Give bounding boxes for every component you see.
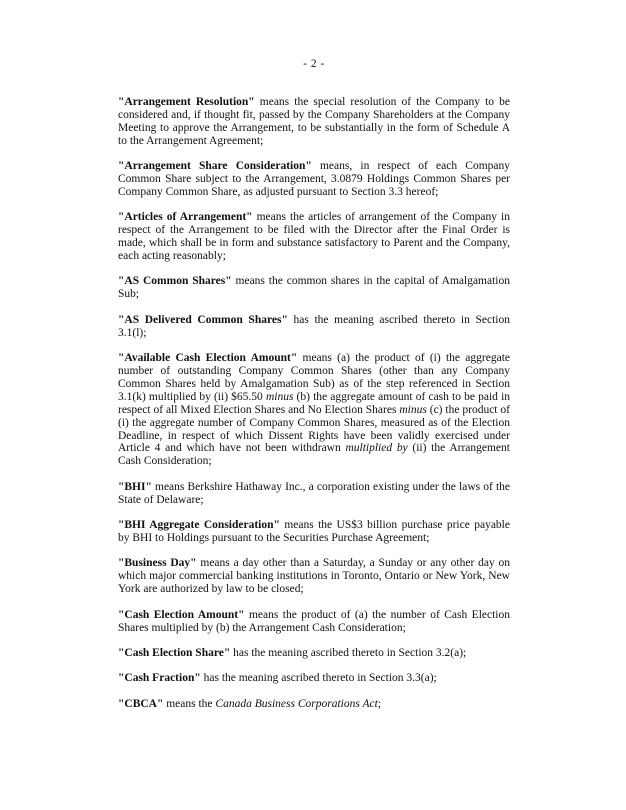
definition-text-italic: minus bbox=[265, 390, 294, 403]
defined-term: "Arrangement Resolution" bbox=[118, 96, 255, 108]
definition-text: (c) the product of (i) the aggregate number of Company Common Shares, measured as of the Election Deadline, in respect of which Dissent Rights have been validly exercised under Article 4 and which have not been withdrawn bbox=[118, 403, 510, 455]
definition-paragraph bbox=[118, 352, 510, 468]
definition-text: has the meaning ascribed thereto in Section 3.3(a); bbox=[200, 672, 437, 685]
defined-term: "AS Delivered Common Shares" bbox=[118, 313, 288, 326]
definition-text: (ii) the Arrangement Cash Consideration; bbox=[118, 442, 510, 468]
defined-term: "BHI" bbox=[118, 480, 152, 493]
definition-text: means the bbox=[163, 697, 216, 710]
definition-paragraph bbox=[118, 609, 510, 635]
definition-text: means the US$3 billion purchase price payable by BHI to Holdings pursuant to the Securities Purchase Agreement; bbox=[118, 519, 510, 544]
definition-text: means the product of (a) the number of Cash Election Shares multiplied by (b) the Arrangement Cash Consideration; bbox=[118, 608, 511, 634]
page-number: - 2 - bbox=[303, 58, 325, 70]
definition-paragraph bbox=[118, 698, 510, 711]
definition-text-italic: minus bbox=[399, 403, 427, 416]
defined-term: "Arrangement Share Consideration" bbox=[118, 160, 312, 173]
definition-paragraph bbox=[118, 211, 510, 263]
definition-text: means, in respect of each Company Common Share subject to the Arrangement, 3.0879 Holdings Common Shares per Company Common Share, as adjusted pursuant to Section 3.3 hereof; bbox=[118, 160, 511, 198]
definition-text: has the meaning ascribed thereto in Section 3.1(l); bbox=[118, 313, 510, 339]
definition-text: (b) the aggregate amount of cash to be paid in respect of all Mixed Election Shares and No Election Shares bbox=[118, 390, 511, 416]
definition-text: means a day other than a Saturday, a Sunday or any other day on which major commercial banking institutions in Toronto, Ontario or New York, New York are authorized by law to be closed; bbox=[118, 557, 510, 596]
definition-text: means the common shares in the capital of Amalgamation Sub; bbox=[118, 275, 510, 301]
definition-text-italic: Canada Business Corporations Act bbox=[215, 697, 378, 710]
defined-term: "Cash Fraction" bbox=[118, 672, 201, 685]
defined-term: "Business Day" bbox=[118, 557, 197, 570]
definition-text: ; bbox=[377, 697, 382, 710]
defined-term: "Available Cash Election Amount" bbox=[118, 352, 298, 365]
defined-term: "BHI Aggregate Consideration" bbox=[118, 519, 280, 532]
definition-paragraph bbox=[118, 519, 510, 545]
defined-term: "AS Common Shares" bbox=[118, 275, 232, 288]
defined-term: "Cash Election Share" bbox=[118, 646, 231, 659]
definition-text-italic: multiplied by bbox=[345, 442, 408, 455]
defined-term: "Articles of Arrangement" bbox=[118, 211, 253, 224]
definition-paragraph bbox=[118, 481, 510, 507]
document-body bbox=[118, 96, 510, 711]
defined-term: "Cash Election Amount" bbox=[118, 608, 245, 621]
definition-paragraph bbox=[118, 672, 510, 685]
definition-paragraph bbox=[118, 314, 510, 340]
definition-text: means the articles of arrangement of the Company in respect of the Arrangement to be filed with the Director after the Final Order is made, which shall be in form and substance satisfactory to Parent and the Company, each acting reasonably; bbox=[118, 211, 510, 263]
definition-paragraph bbox=[118, 160, 510, 199]
definition-paragraph bbox=[118, 647, 510, 660]
definition-text: means the special resolution of the Company to be considered and, if thought fit, passed by the Company Shareholders at the Company Meeting to approve the Arrangement, to be substantially in the form of Schedule A to the Arrangement Agreement; bbox=[118, 96, 511, 147]
definition-text: means (a) the product of (i) the aggregate number of outstanding Company Common Shares (other than any Company Common Shares held by Amalgamation Sub) as of the step referenced in Section 3.1(k) multiplied by (ii) $65.50 bbox=[118, 352, 510, 403]
definition-paragraph bbox=[118, 557, 510, 596]
definition-paragraph bbox=[118, 275, 510, 301]
defined-term: "CBCA" bbox=[118, 697, 164, 710]
definition-text: means Berkshire Hathaway Inc., a corporation existing under the laws of the State of Delaware; bbox=[118, 480, 510, 506]
definition-paragraph bbox=[118, 96, 510, 148]
definition-text: has the meaning ascribed thereto in Section 3.2(a); bbox=[230, 646, 467, 659]
